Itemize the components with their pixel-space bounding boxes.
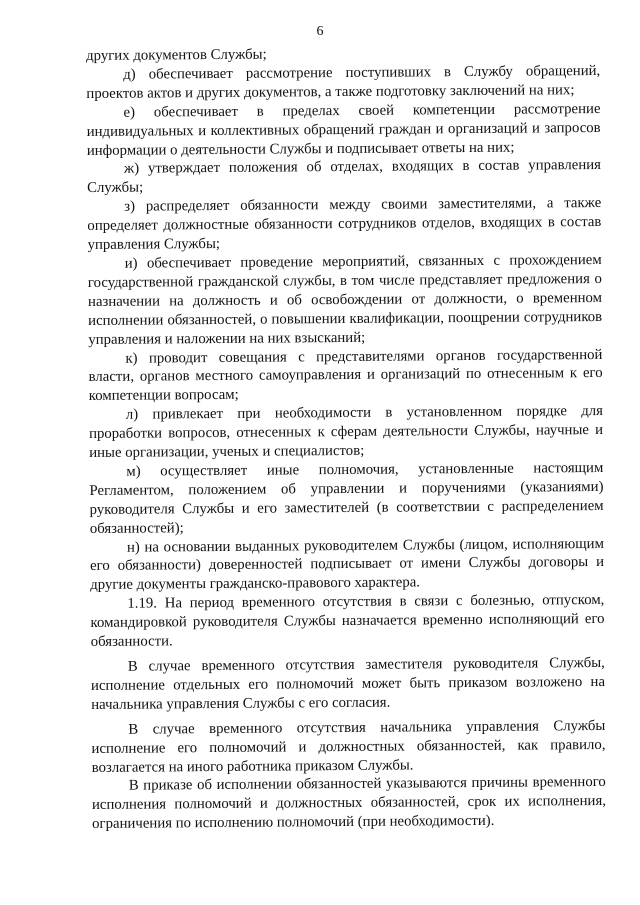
paragraph-item-d: д) обеспечивает рассмотрение поступивших в Службу обращений, проектов актов и других документов, а также подготовку заключений на них; xyxy=(86,62,601,102)
paragraph-item-k: к) проводит совещания с представителями органов государственной власти, органов местного самоуправления и организаций по отнесенным к его компетенции вопросам; xyxy=(88,346,603,405)
paragraph-item-l: л) привлекает при необходимости в установленном порядке для проработки вопросов, отнесенных к сферам деятельности Службы, научные и иные организации, ученых и специалистов; xyxy=(88,403,604,462)
paragraph-item-e: е) обеспечивает в пределах своей компетенции рассмотрение индивидуальных и коллективных обращений граждан и организаций и запросов информации о деятельности Службы и подписывает ответы на них; xyxy=(86,100,601,159)
page-number: 6 xyxy=(316,24,324,39)
document-body xyxy=(86,43,606,834)
paragraph-continuation: других документов Службы; xyxy=(86,46,267,64)
paragraph-1-19: 1.19. На период временного отсутствия в связи с болезнью, отпуском, командировкой руководителя Службы назначается временно исполняющий его обязанности. xyxy=(90,592,605,651)
paragraph-head-absence: В случае временного отсутствия начальника управления Службы исполнение его полномочий и должностных обязанностей, как правило, возлагается на иного работника приказом Службы. xyxy=(91,717,606,776)
paragraph-item-z: з) распределяет обязанности между своими заместителями, а также определяет должностные обязанности сотрудников отделов, входящих в состав управления Службы; xyxy=(87,195,602,254)
paragraph-item-zh: ж) утверждает положения об отделах, входящих в состав управления Службы; xyxy=(87,157,602,197)
paragraph-item-m: м) осуществляет иные полномочия, установленные настоящим Регламентом, положением об управлении и поручениями (указаниями) руководителя Службы и его заместителей (в соответствии с распределением обязанностей); xyxy=(89,459,604,537)
paragraph-item-n: н) на основании выданных руководителем Службы (лицом, исполняющим его обязанности) доверенностей подписывает от имени Службы договоры и другие документы гражданско-правового характера. xyxy=(90,535,605,594)
paragraph-deputy-absence: В случае временного отсутствия заместителя руководителя Службы, исполнение отдельных его полномочий может быть приказом возложено на начальника управления Службы с его согласия. xyxy=(90,654,606,713)
paragraph-order-contents: В приказе об исполнении обязанностей указываются причины временного исполнения полномочий и должностных обязанностей, срок их исполнения, ограничения по исполнению полномочий (при необходимости). xyxy=(91,774,607,833)
paragraph-item-i: и) обеспечивает проведение мероприятий, связанных с прохождением государственной гражданской службы, в том числе представляет предложения о назначении на должность и об освобождении от должности, о временном исполнении обязанностей, о повышении квалификации, поощрении сотрудников управления и наложении на них взысканий; xyxy=(87,251,603,348)
